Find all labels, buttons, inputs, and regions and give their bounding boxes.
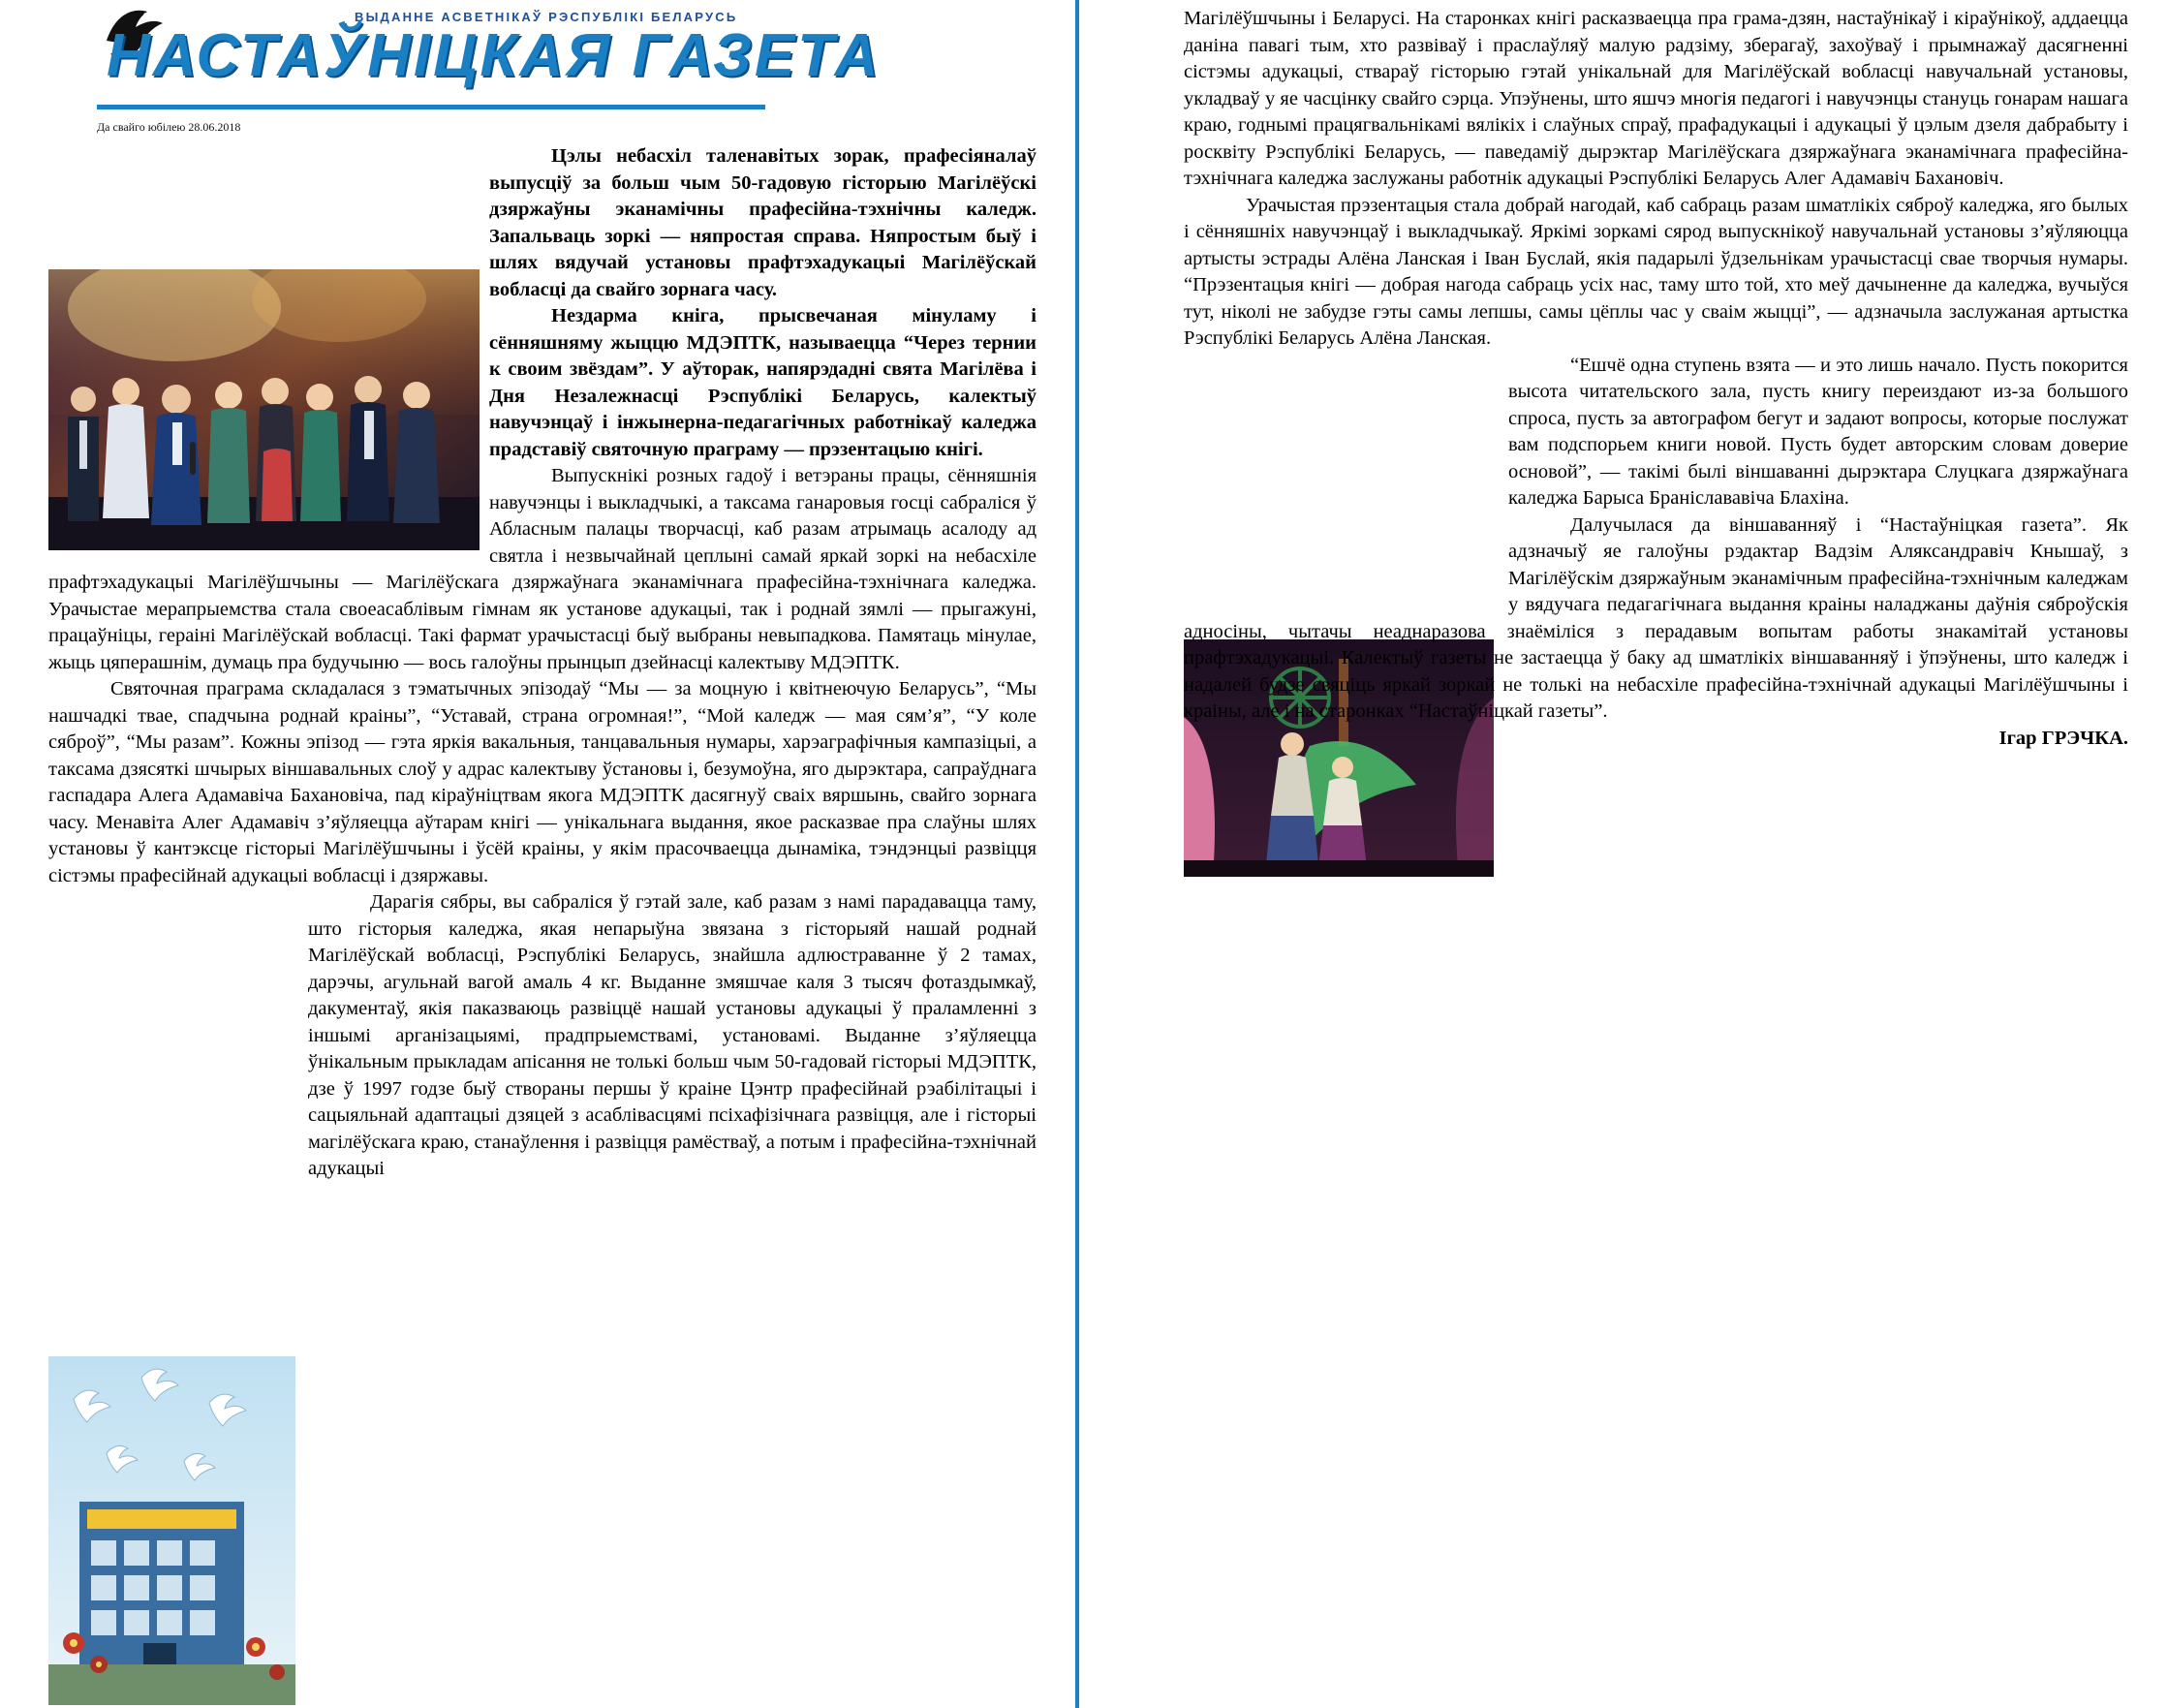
paragraph: “Ешчё одна ступень взята — и это лишь начало. Пусть покорится высота читательского зала, пусть книгу переиздают из-за большого спроса, пусть за автографом бегут и задают вопросы, которые послужат вам подспорьем книги новой. Пусть будет авторским словам доверие основой”, — такімі былі віншаванні дырэктара Слуцкага дзяржаўнага каледжа Барыса Браніслававіча Блахіна. [1508, 354, 2128, 509]
masthead-supertitle: ВЫДАННЕ АСВЕТНІКАЎ РЭСПУБЛІКІ БЕЛАРУСЬ [355, 10, 738, 24]
column-divider [1075, 0, 1079, 1708]
paragraph: Выпускнікі розных гадоў і ветэраны працы, сённяшнія навучэнцы і выкладчыкі, а таксама ганаровыя госці сабраліся ў Абласным палацы творчасці, каб разам атрымаць асалоду ад святла і незвычайнай цеплыні самай яркай зоркі на небасхіле прафтэхадукацыі Магілёўшчыны — Магілёўскага дзяржаўнага эканамічнага прафесійна-тэхнічнага каледжа. Урачыстае мерапрыемства стала своеасаблівым гімнам як установе адукацыі, так і роднай зямлі — прыгажуні, працаўніцы, гераіні Магілёўскай вобласці. Такі фармат урачыстасці быў выбраны невыпадкова. Памятаць мінулае, жыць цяперашнім, думаць пра будучыню — вось галоўны прынцып дзейнасці калектыву МДЭПТК. [48, 465, 1037, 673]
article-right-column [1184, 6, 2128, 752]
page-title: НАСТАЎНІЦКАЯ ГАЗЕТА [107, 22, 882, 89]
paragraph: Цэлы небасхіл таленавітых зорак, прафесіяналаў выпусціў за больш чым 50-гадовую гісторыю Магілёўскі дзяржаўны эканамічны прафесійна-тэхнічны каледж. Запальваць зоркі — няпростая справа. Няпростым быў і шлях вядучай установы прафтэхадукацыі Магілёўскай вобласці да свайго зорнага часу. [489, 145, 1037, 300]
paragraph: Дарагія сябры, вы сабраліся ў гэтай зале, каб разам з намі парадавацца таму, што гісторыя каледжа, якая непарыўна звязана з гісторыяй нашай роднай Магілёўскай вобласці, Рэспублікі Беларусь, знайшла адлюстраванне ў 2 тамах, дарэчы, агульнай вагой амаль 4 кг. Выданне змяшчае каля 3 тысяч фотаздымкаў, дакументаў, якія паказваюць развіццё нашай установы адукацыі ў праламленні з іншымі арганізацыямі, прадпрыемствамі, установамі. Выданне з’яўляецца ўнікальным прыкладам апісання не толькі больш чым 50-гадовай гісторыі МДЭПТК, дзе ў 1997 годзе быў створаны першы ў краіне Цэнтр прафесійнай рэабілітацыі і сацыяльнай адаптацыі дзяцей з асаблівасцямі псіхафізічнага развіцця, але і гісторыі магілёўскага краю, станаўлення і развіцця рамёстваў, а потым і прафесійна-тэхнічнай адукацыі [308, 891, 1037, 1179]
paragraph: Далучылася да віншаванняў і “Настаўніцкая газета”. Як адзначыў яе галоўны рэдактар Вадзім Аляксандравіч Кнышаў, з Магілёўскім дзяржаўным эканамічным прафесійна-тэхнічным каледжам у вядучага педагагічнага выдання краіны наладжаны даўнія сяброўскія адносіны, чытачы неаднаразова знаёміліся з перадавым вопытам работы знакамітай установы прафтэхадукацыі. Калектыў газеты не застаецца ў баку ад шматлікіх віншаванняў і ўпэўнены, што каледж і надалей будзе свяціць яркай зоркай не толькі на небасхіле прафесійна-тэхнічнай адукацыі Магілёўшчыны і краіны, але і на старонках “Настаўніцкай газеты”. [1184, 513, 2128, 722]
article-signature: Ігар ГРЭЧКА. [1998, 727, 2128, 749]
masthead-date: Да свайго юбілею 28.06.2018 [97, 120, 241, 134]
masthead-rule [97, 105, 765, 109]
photo-college-building [48, 1356, 295, 1705]
paragraph: Святочная праграма складалася з тэматычных эпізодаў “Мы — за моцную і квітнеючую Беларусь”, “Мы нашчадкі твае, спадчына роднай краіны”, “Уставай, страна огромная!”, “Мой каледж — мая сям’я”, “У коле сяброў”, “Мы разам”. Кожны эпізод — гэта яркія вакальныя, танцавальныя нумары, харэаграфічныя кампазіцыі, а таксама дзясяткі шчырых віншавальных слоў у адрас калектыву ўстановы і, безумоўна, яго дырэктара, сапраўднага гаспадара Алега Адамавіча Бахановіча, пад кіраўніцтвам якога МДЭПТК дасягнуў сваіх вяршынь, свайго зорнага часу. Менавіта Алег Адамавіч з’яўляецца аўтарам кнігі — унікальнага выдання, якое расказвае пра слаўны шлях установы ў кантэксце гісторыі Магілёўшчыны і ўсёй краіны, у якім прасочваецца дынаміка, тэндэнцыі развіцця сістэмы прафесійнай адукацыі вобласці і дзяржавы. [48, 678, 1037, 886]
paragraph: Урачыстая прэзентацыя стала добрай нагодай, каб сабраць разам шматлікіх сяброў каледжа, яго былых і сённяшніх навучэнцаў і выкладчыкаў. Яркімі зоркамі сярод выпускнікоў навучальнай установы з’яўляюцца артысты эстрады Алёна Ланская і Іван Буслай, якія падарылі ўдзельнікам урачыстасці свае творчыя нумары. “Прэзентацыя кнігі — добрая нагода сабраць усіх нас, таму што той, хто меў дачыненне да каледжа, вучыўся тут, ніколі не забудзе гэты самы лепшы, самы цёплы час у сваім жыцці”, — адзначыла заслужаная артыстка Рэспублікі Беларусь Алёна Ланская. [1184, 194, 2128, 349]
paragraph: Магілёўшчыны і Беларусі. На старонках кнігі расказваецца пра грама-дзян, настаўнікаў і кіраўнікоў, аддаецца даніна павагі тым, хто развіваў і праслаўляў малую радзіму, зберагаў, захоўваў і прымнажаў дасягненні сістэмы адукацыі, ствараў гісторыю гэтай унікальнай для Магілёўскай вобласці навучальнай установы, укладваў у яе часцінку свайго сэрца. Упэўнены, што яшчэ многія педагогі і навучэнцы стануць гонарам нашага краю, годнымі працягвальнікамі вялікіх і слаўных спраў, прафадукацыі і адукацыі ў цэлым дзеля дабрабыту і росквіту Рэспублікі Беларусь, — паведаміў дырэктар Магілёўскага дзяржаўнага эканамічнага прафесійна-тэхнічнага каледжа заслужаны работнік адукацыі Рэспублікі Беларусь Алег Адамавіч Бахановіч. [1184, 8, 2128, 189]
masthead [46, 4, 1025, 134]
article-left-column [48, 143, 1037, 1263]
paragraph: Нездарма кніга, прысвечаная мінуламу і сённяшняму жыццю МДЭПТК, называецца “Через тернии к своим звёздам”. У аўторак, напярэдадні свята Магілёва і Дня Незалежнасці Рэспублікі Беларусь, калектыў навучэнцаў і інжынерна-педагагічных работнікаў каледжа прадставіў святочную праграму — прэзентацыю кнігі. [489, 305, 1037, 460]
